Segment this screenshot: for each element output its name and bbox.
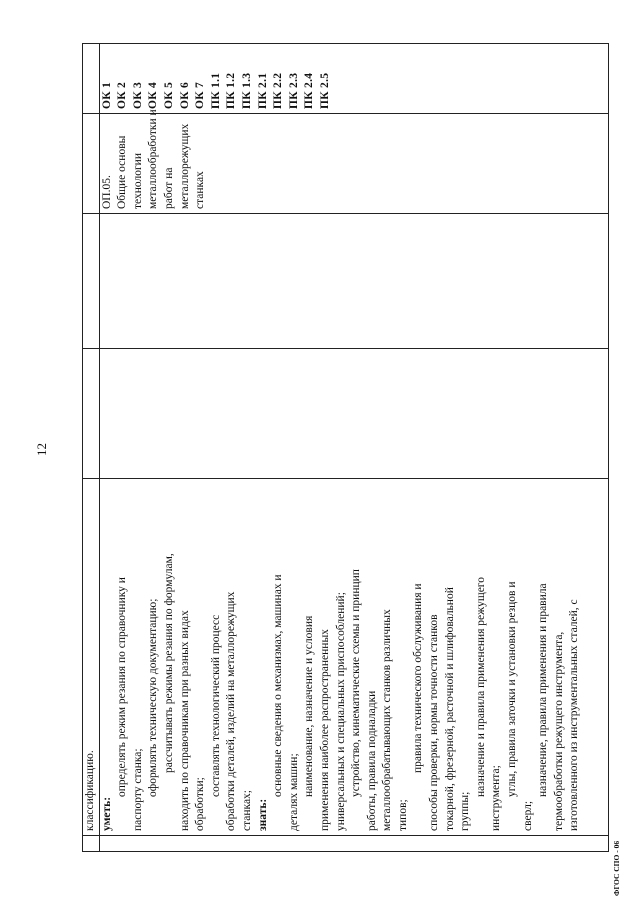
classification-text: классификацию. [84,750,96,831]
skill-line: углы, правила заточки и установки резцов и [506,581,519,797]
discipline-line: металлорежущих [178,123,191,209]
index-cell [99,836,608,852]
discipline-line: металлообработки и [147,109,160,209]
empty-cell [83,44,100,114]
hours-classes-cell [99,214,608,349]
curriculum-table [82,43,609,852]
rotated-page [82,44,609,852]
skill-line: термообработки режущего инструмента, [552,631,565,831]
empty-cell [83,214,100,349]
discipline-line: ОП.05. [100,175,113,209]
skill-line: обработки; [194,777,207,831]
competency-code: ПК 2.4 [303,72,316,109]
competency-code: ПК 1.1 [209,72,222,109]
skill-line: станках; [240,790,253,831]
skill-line: находить по справочникам при разных видах [178,610,191,831]
empty-cell [83,114,100,214]
skill-line: определять режим резания по справочнику и [116,577,129,797]
discipline-line: Общие основы [116,135,129,209]
competency-codes-cell [99,44,608,114]
skill-line: сверл; [521,800,534,831]
discipline-cell [99,109,608,214]
table-row-top [83,44,100,852]
classification-cell [83,479,100,836]
skill-line: знать: [256,798,269,831]
discipline-line: технологии [131,153,144,209]
index-cell [83,836,100,852]
discipline-line: работ на [162,167,175,209]
competency-code: ПК 2.2 [272,72,285,109]
competency-code: ОК 5 [162,81,175,109]
skill-line: правила технического обслуживания и [412,583,425,773]
competency-code: ОК 6 [178,81,191,109]
competency-code: ПК 2.3 [287,72,300,109]
discipline-line: станках [194,171,207,209]
competency-code: ПК 1.3 [240,72,253,109]
competency-code: ПК 1.2 [225,72,238,109]
skill-line: изготовленного из инструментальных сталей, с [568,599,581,831]
competency-code: ОК 3 [131,81,144,109]
table-row-main [99,44,608,852]
page-number: 12 [34,443,49,456]
hours-total-cell [99,349,608,479]
skill-line: назначение, правила применения и правила [537,583,550,797]
skill-line: паспорту станка; [131,748,144,831]
skill-line: универсальных и специальных приспособлений; [334,592,347,831]
competency-code: ОК 2 [116,81,129,109]
skill-line: способы проверки, нормы точности станков [428,614,441,831]
skill-line: деталях машин; [287,753,300,831]
empty-cell [83,349,100,479]
skill-line: оформлять техническую документацию; [147,598,160,797]
skills-knowledge-cell [99,479,608,836]
skill-line: работы, правила подналадки [365,690,378,831]
skill-line: токарной, фрезерной, расточной и шлифовальной [443,587,456,831]
competency-code: ПК 2.1 [256,72,269,109]
competency-code: ОК 1 [100,81,113,109]
skill-line: инструмента; [490,765,503,831]
skill-line: устройство, кинематические схемы и принцип [350,569,363,797]
skill-line: металлообрабатывающих станков различных [381,609,394,831]
competency-code: ПК 2.5 [318,72,331,109]
footer-label: ФГОС СПО - 06 [612,840,621,896]
skill-line: уметь: [100,796,113,831]
skill-line: применения наиболее распространенных [318,629,331,831]
skill-line: обработки деталей, изделий на металлорежущих [225,591,238,831]
skill-line: составлять технологический процесс [209,614,222,797]
skill-line: основные сведения о механизмах, машинах и [272,574,285,797]
skill-line: наименование, назначение и условия [303,615,316,797]
competency-code: ОК 7 [194,81,207,109]
skill-line: типов; [396,799,409,831]
skill-line: рассчитывать режимы резания по формулам, [162,553,175,773]
competency-code: ОК 4 [147,81,160,109]
skill-line: группы; [459,791,472,831]
skill-line: назначение и правила применения режущего [474,577,487,797]
